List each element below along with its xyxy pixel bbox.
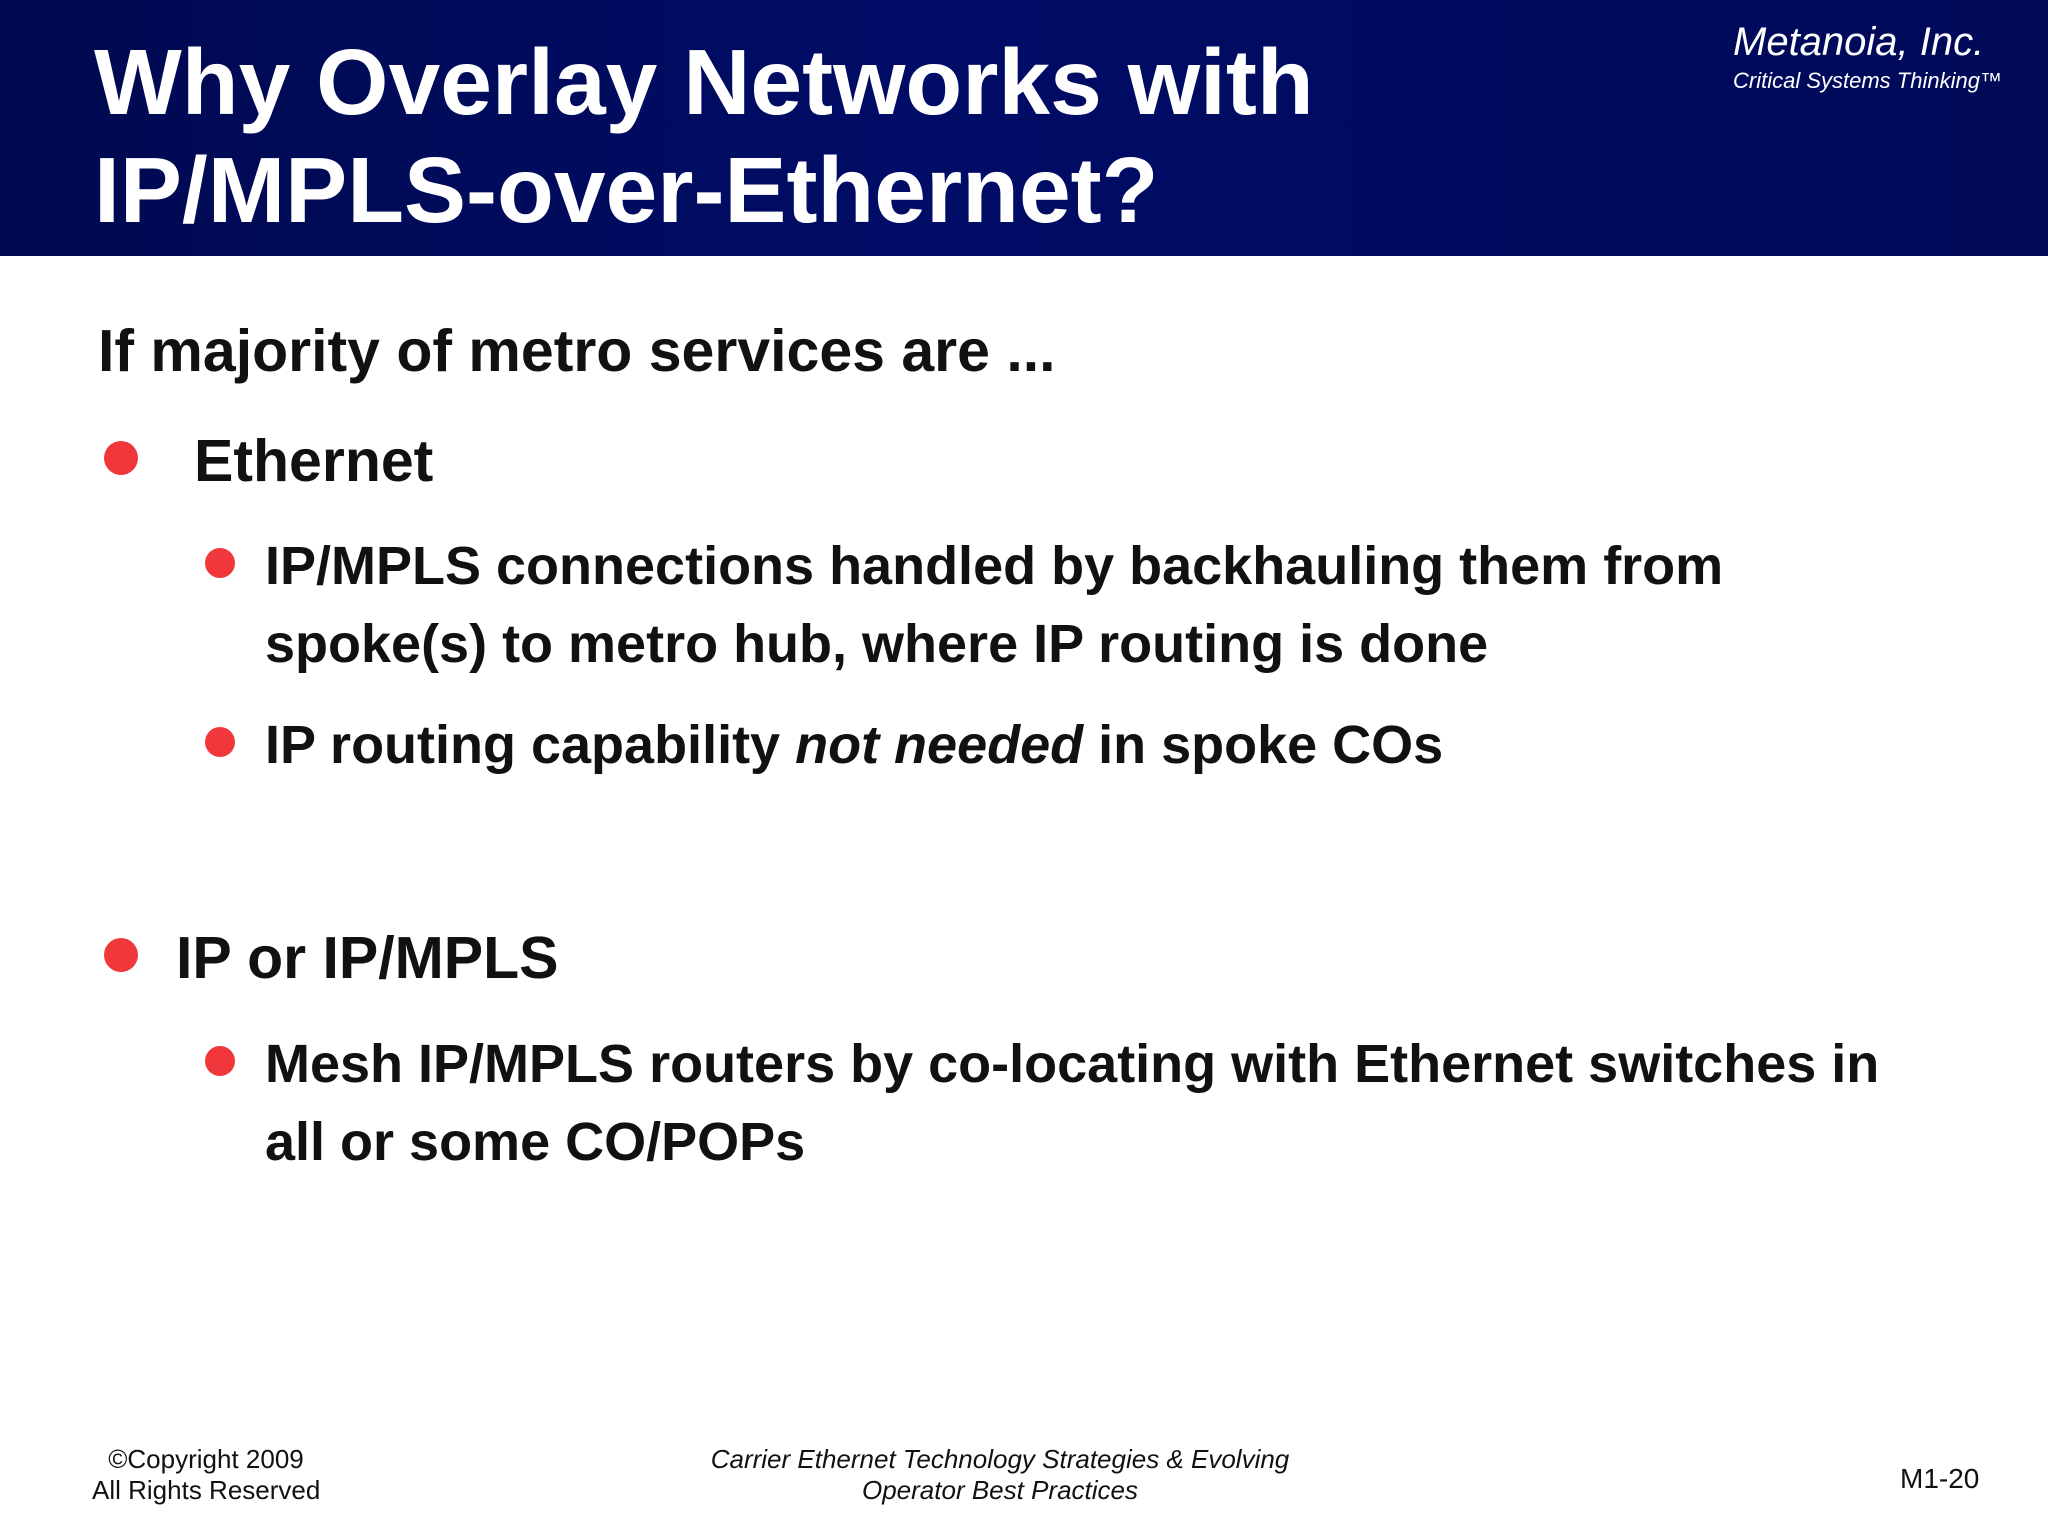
ethernet-subitem-routing xyxy=(265,706,1443,784)
company-brand xyxy=(1733,18,2033,96)
sub-bullet-dot-icon xyxy=(205,727,235,757)
ethernet-subitem-backhaul-line-1: IP/MPLS connections handled by backhauling them from xyxy=(265,536,1724,596)
company-name: Metanoia, Inc. xyxy=(1733,20,1985,64)
slide-body xyxy=(0,256,2048,1406)
ethernet-subitem-backhaul-line-2: spoke(s) to metro hub, where IP routing is done xyxy=(265,614,1489,674)
routing-text-before: IP routing capability xyxy=(265,715,796,775)
slide-title-line-2: IP/MPLS-over-Ethernet? xyxy=(94,138,1159,242)
ip-mpls-subitem-mesh xyxy=(265,1025,1879,1181)
section-ip-mpls-label: IP or IP/MPLS xyxy=(176,925,559,991)
copyright-notice xyxy=(92,1444,320,1506)
course-title-line-2: Operator Best Practices xyxy=(862,1475,1138,1505)
company-tagline: Critical Systems Thinking™ xyxy=(1733,68,2002,93)
ethernet-subitem-backhaul xyxy=(265,527,1723,683)
copyright-line-1: ©Copyright 2009 xyxy=(108,1444,304,1474)
bullet-dot-icon xyxy=(104,441,138,475)
slide-title-line-1: Why Overlay Networks with xyxy=(94,30,1314,134)
section-ethernet-label: Ethernet xyxy=(194,428,434,494)
course-title xyxy=(600,1444,1400,1506)
copyright-line-2: All Rights Reserved xyxy=(92,1475,321,1505)
bullet-dot-icon xyxy=(104,938,138,972)
slide-title xyxy=(94,28,1594,244)
sub-bullet-dot-icon xyxy=(205,548,235,578)
ip-mpls-subitem-mesh-line-1: Mesh IP/MPLS routers by co-locating with Ethernet switches in xyxy=(265,1034,1880,1094)
sub-bullet-dot-icon xyxy=(205,1046,235,1076)
ip-mpls-subitem-mesh-line-2: all or some CO/POPs xyxy=(265,1112,806,1172)
course-title-line-1: Carrier Ethernet Technology Strategies & Evolving xyxy=(710,1444,1290,1474)
slide-header xyxy=(0,0,2048,256)
routing-text-after: in spoke COs xyxy=(1083,715,1444,775)
slide-footer xyxy=(0,1440,2048,1536)
page-number: M1-20 xyxy=(1900,1463,1980,1494)
routing-text-emphasis: not needed xyxy=(795,715,1084,775)
intro-heading: If majority of metro services are ... xyxy=(98,318,1056,384)
